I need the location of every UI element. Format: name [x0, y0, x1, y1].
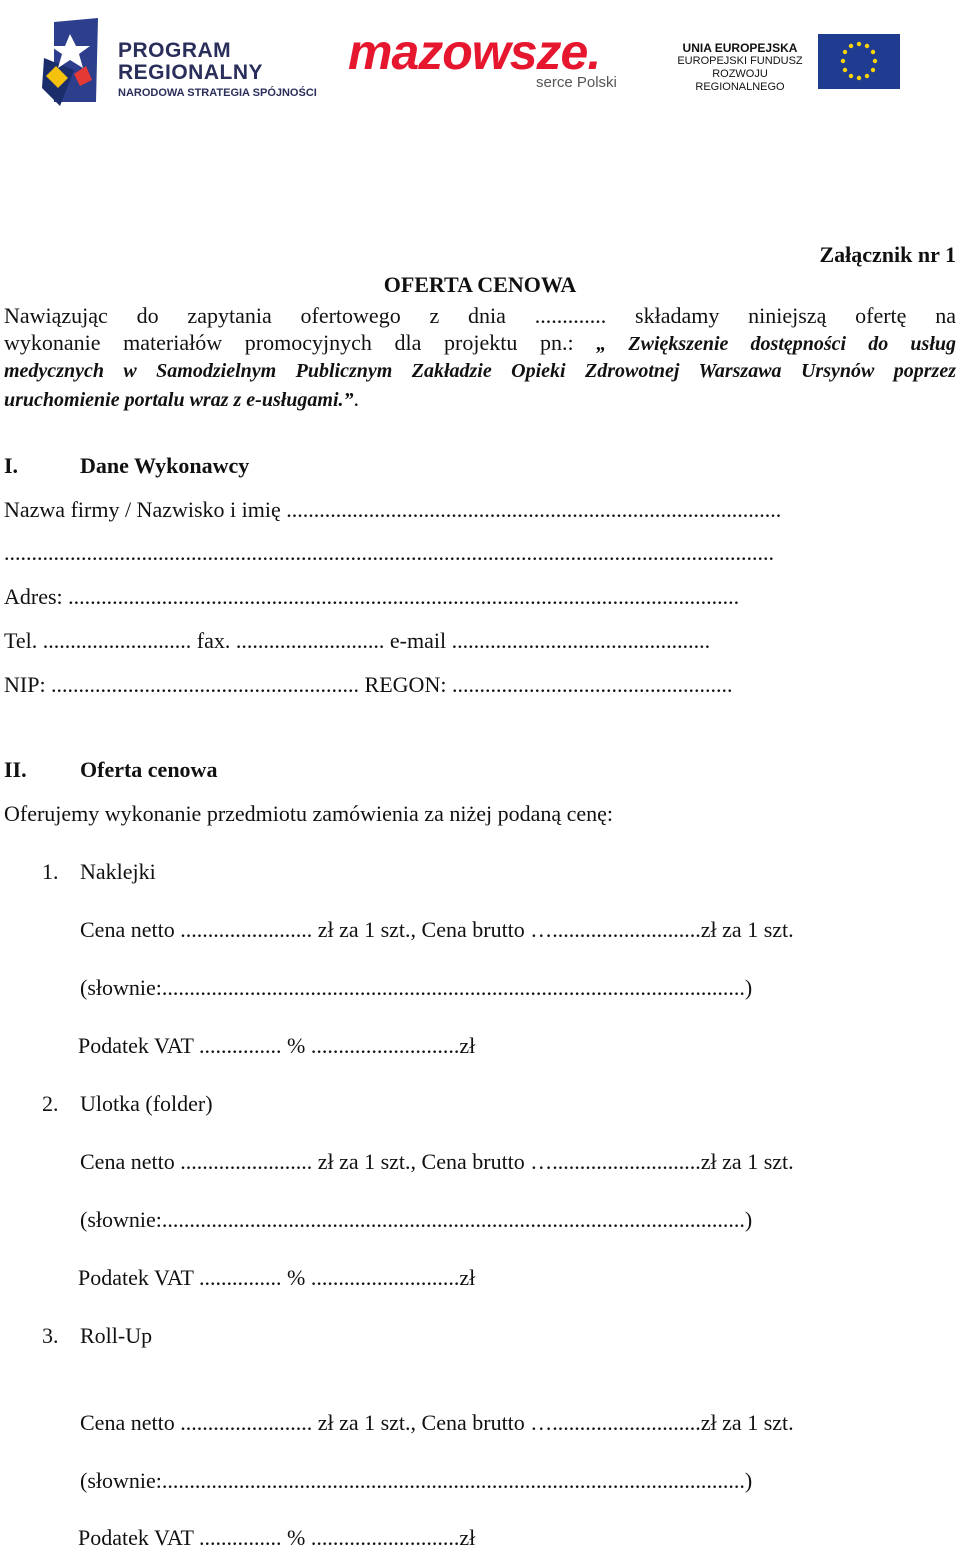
- program-regionalny-icon: [40, 18, 102, 106]
- eu-flag-icon: [818, 34, 900, 89]
- vat-field[interactable]: Podatek VAT ............... % ...........................zł: [78, 1525, 476, 1550]
- mazowsze-logo: [348, 24, 617, 91]
- company-name-field-continued[interactable]: ............................................................................................................................................: [4, 540, 774, 565]
- logo-bar: [0, 0, 960, 120]
- mazowsze-tagline: serce Polski: [536, 74, 617, 91]
- contact-fields[interactable]: Tel. ........................... fax. ........................... e-mail ...............................................: [4, 628, 711, 653]
- intro-line: Nawiązując do zapytania ofertowego z dnia ............. składamy niniejszą ofertę na: [4, 303, 956, 328]
- item-name: Ulotka (folder): [80, 1091, 213, 1116]
- intro-line: wykonanie materiałów promocyjnych dla projektu pn.: „ Zwiększenie dostępności do usług: [4, 330, 956, 355]
- program-regionalny-text: PROGRAM REGIONALNY NARODOWA STRATEGIA SPÓJNOŚCI: [118, 39, 317, 99]
- intro-line: uruchomienie portalu wraz z e-usługami.”.: [4, 386, 360, 411]
- item-number: 3.: [42, 1323, 59, 1348]
- tax-id-fields[interactable]: NIP: ........................................................ REGON: ...................................................: [4, 672, 733, 697]
- section-number: I.: [4, 453, 19, 478]
- intro-line: medycznych w Samodzielnym Publicznym Zakładzie Opieki Zdrowotnej Warszawa Ursynów poprzez: [4, 360, 956, 382]
- company-name-field[interactable]: Nazwa firmy / Nazwisko i imię ..........................................................................................: [4, 497, 782, 522]
- price-in-words-field[interactable]: (słownie:..........................................................................................................): [80, 975, 753, 1000]
- eu-logo-text: UNIA EUROPEJSKA EUROPEJSKI FUNDUSZ ROZWOJU REGIONALNEGO: [677, 41, 803, 93]
- price-in-words-field[interactable]: (słownie:..........................................................................................................): [80, 1207, 753, 1232]
- item-name: Naklejki: [80, 859, 156, 884]
- page-title: OFERTA CENOWA: [383, 272, 577, 297]
- mazowsze-wordmark: mazowsze.: [348, 24, 601, 80]
- price-in-words-field[interactable]: (słownie:..........................................................................................................): [80, 1468, 753, 1493]
- price-field[interactable]: Cena netto ........................ zł za 1 szt., Cena brutto …...........................zł za 1 szt.: [80, 1149, 794, 1174]
- section-title: Dane Wykonawcy: [80, 453, 250, 478]
- item-number: 1.: [42, 859, 59, 884]
- item-name: Roll-Up: [80, 1323, 153, 1348]
- intro-paragraph: [4, 302, 956, 414]
- attachment-label: Załącznik nr 1: [819, 242, 956, 267]
- price-field[interactable]: Cena netto ........................ zł za 1 szt., Cena brutto …...........................zł za 1 szt.: [80, 917, 794, 942]
- section-number: II.: [4, 757, 27, 782]
- vat-field[interactable]: Podatek VAT ............... % ...........................zł: [78, 1265, 476, 1290]
- section-title: Oferta cenowa: [80, 757, 218, 782]
- offer-lead: Oferujemy wykonanie przedmiotu zamówienia za niżej podaną cenę:: [4, 801, 614, 826]
- item-number: 2.: [42, 1091, 59, 1116]
- price-field[interactable]: Cena netto ........................ zł za 1 szt., Cena brutto …...........................zł za 1 szt.: [80, 1410, 794, 1435]
- program-regionalny-logo: [40, 18, 320, 108]
- vat-field[interactable]: Podatek VAT ............... % ...........................zł: [78, 1033, 476, 1058]
- address-field[interactable]: Adres: ..........................................................................................................................: [4, 584, 740, 609]
